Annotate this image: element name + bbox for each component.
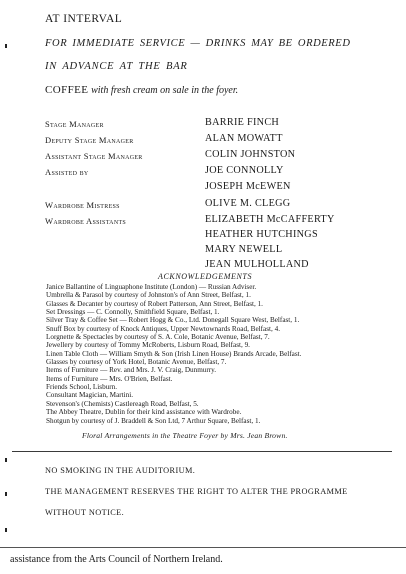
credit-role-assistant-stage-manager: Assistant Stage Manager <box>45 151 143 161</box>
credit-name: OLIVE M. CLEGG <box>205 198 291 209</box>
advance-bar-line: IN ADVANCE AT THE BAR <box>45 61 188 72</box>
credit-name: BARRIE FINCH <box>205 117 280 128</box>
coffee-line <box>45 84 238 96</box>
list-item: Set Dressings — C. Connolly, Smithfield Square, Belfast, 1. <box>46 308 220 317</box>
list-item: Glasses by courtesy of York Hotel, Botanic Avenue, Belfast, 7. <box>46 358 227 367</box>
footer-divider <box>0 547 406 548</box>
credit-name: JEAN MULHOLLAND <box>205 259 309 270</box>
list-item: Umbrella & Parasol by courtesy of Johnston's of Ann Street, Belfast, 1. <box>46 291 251 300</box>
list-item: Glasses & Decanter by courtesy of Robert Patterson, Ann Street, Belfast, 1. <box>46 299 263 308</box>
credit-name: JOSEPH McEWEN <box>205 181 291 192</box>
list-item: Linen Table Cloth — William Smyth & Son (Irish Linen House) Brands Arcade, Belfast. <box>46 349 302 358</box>
binding-mark <box>5 44 7 48</box>
credit-name: ELIZABETH McCAFFERTY <box>205 214 335 225</box>
credit-name: JOE CONNOLLY <box>205 165 284 176</box>
credit-role-deputy-stage-manager: Deputy Stage Manager <box>45 135 134 145</box>
acknowledgements-list <box>46 283 396 425</box>
list-item: Silver Tray & Coffee Set — Robert Hogg & Co., Ltd. Donegall Square West, Belfast, 1. <box>46 316 300 325</box>
list-item: Snuff Box by courtesy of Knock Antiques, Upper Newtownards Road, Belfast, 4. <box>46 324 281 333</box>
coffee-note: with fresh cream on sale in the foyer. <box>91 85 239 96</box>
list-item: Lorgnette & Spectacles by courtesy of S. A. Cole, Botanic Avenue, Belfast, 7. <box>46 333 270 342</box>
list-item: Friends School, Lisburn. <box>46 383 118 392</box>
credit-name: MARY NEWELL <box>205 244 283 255</box>
credit-role-wardrobe-assistants: Wardrobe Assistants <box>45 216 127 226</box>
list-item: Items of Furniture — Mrs. O'Brien, Belfast. <box>46 374 173 383</box>
credit-name: HEATHER HUTCHINGS <box>205 229 318 240</box>
without-notice-line: WITHOUT NOTICE. <box>45 508 125 517</box>
list-item: Stevenson's (Chemists) Castlereagh Road, Belfast, 5. <box>46 399 199 408</box>
list-item: Shotgun by courtesy of J. Braddell & Son Ltd, 7 Arthur Square, Belfast, 1. <box>46 416 261 425</box>
credit-role-assisted-by: Assisted by <box>45 167 89 177</box>
management-notice: THE MANAGEMENT RESERVES THE RIGHT TO ALTER THE PROGRAMME <box>45 487 348 496</box>
acknowledgements-title: ACKNOWLEDGEMENTS <box>158 272 253 281</box>
no-smoking-notice: NO SMOKING IN THE AUDITORIUM. <box>45 466 196 475</box>
credit-name: COLIN JOHNSTON <box>205 149 296 160</box>
section-divider <box>12 451 392 452</box>
footer-text: assistance from the Arts Council of Northern Ireland. <box>10 554 223 565</box>
list-item: Janice Ballantine of Linguaphone Institute (London) — Russian Adviser. <box>46 283 257 291</box>
list-item: Consultant Magician, Martini. <box>46 391 134 400</box>
coffee-word: COFFEE <box>45 84 89 96</box>
credit-name: ALAN MOWATT <box>205 133 283 144</box>
list-item: The Abbey Theatre, Dublin for their kind assistance with Wardrobe. <box>46 408 242 417</box>
interval-heading: AT INTERVAL <box>45 13 123 25</box>
binding-mark <box>5 528 7 532</box>
credit-role-stage-manager: Stage Manager <box>45 119 104 129</box>
credit-role-wardrobe-mistress: Wardrobe Mistress <box>45 200 120 210</box>
binding-mark <box>5 492 7 496</box>
floral-arrangements-note: Floral Arrangements in the Theatre Foyer by Mrs. Jean Brown. <box>82 431 288 440</box>
immediate-service-line: FOR IMMEDIATE SERVICE — DRINKS MAY BE ORDERED <box>45 38 351 49</box>
list-item: Jewellery by courtesy of Tommy McRoberts, Lisburn Road, Belfast, 9. <box>46 341 250 350</box>
binding-mark <box>5 458 7 462</box>
list-item: Items of Furniture — Rev. and Mrs. J. V. Craig, Dunmurry. <box>46 366 217 375</box>
